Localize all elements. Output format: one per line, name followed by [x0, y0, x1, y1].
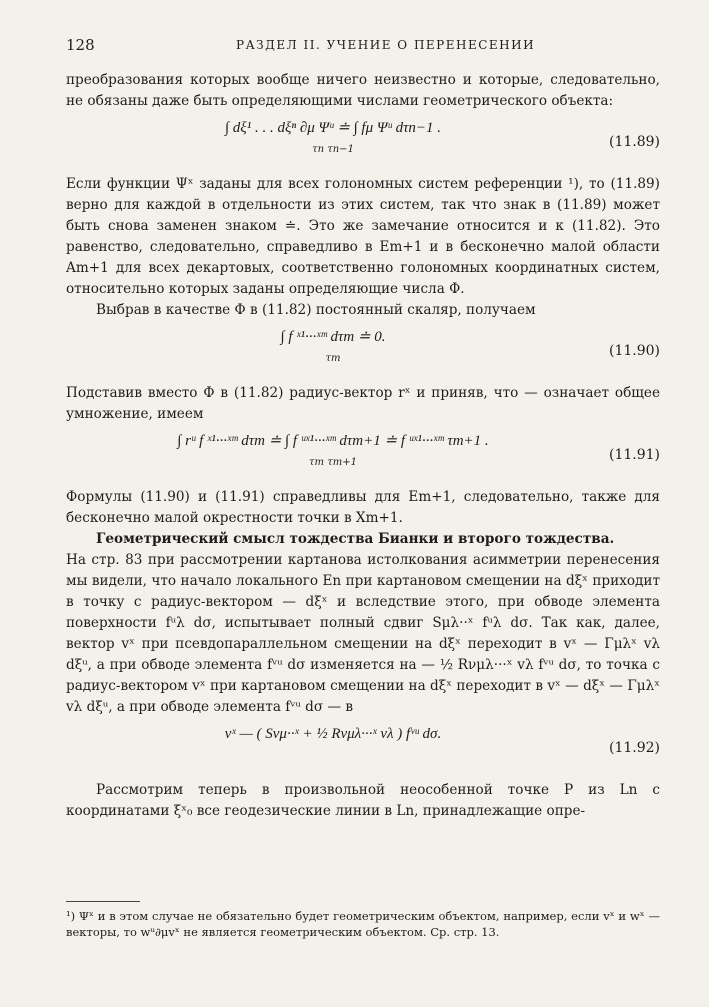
footnote: ¹) Ψˣ и в этом случае не обязательно будет геометрическим объектом, например, если vˣ и wˣ — векторы, то wᵘ∂μvˣ не является геометрическим объектом. Ср. стр. 13.	[66, 909, 660, 939]
page-number: 128	[66, 36, 95, 54]
equation-11-91-formula: ∫ rᵘ f ˣ¹···ˣᵐ dτm ≐ ∫ f ᵘˣ¹···ˣᵐ dτm+1 ≐ f ᵘˣ¹···ˣᵐ τm+1 .	[177, 433, 489, 449]
running-header	[66, 36, 660, 56]
equation-11-92-number: (11.92)	[608, 740, 660, 756]
equation-11-92-formula: vˣ — ( Sνμ··ˣ + ½ Rνμλ···ˣ vλ ) fᵛᵘ dσ.	[224, 726, 442, 742]
paragraph-4: Подставив вместо Φ в (11.82) радиус-вектор rˣ и приняв, что — означает общее умножение, имеем	[66, 385, 660, 422]
equation-11-92	[66, 724, 660, 772]
equation-11-89-formula: ∫ dξ¹ . . . dξⁿ ∂μ Ψᵘ ≐ ∫ fμ Ψᵘ dτn−1 .	[224, 120, 442, 136]
paragraph-6: На стр. 83 при рассмотрении картанова истолкования асимметрии перенесения мы видели, что начало локального En при картановом смещении на dξˣ приходит в точку с радиус-вектором — dξˣ и вследствие этого, при обводе элемента поверхности fᵘλ dσ, испытывает полный сдвиг Sμλ··ˣ fᵘλ dσ. Так как, далее, вектор vˣ при псевдопараллельном смещении на dξˣ переходит в vˣ — Γμλˣ vλ dξᵘ, а при обводе элемента fᵛᵘ dσ изменяется на — ½ Rνμλ···ˣ vλ fᵛᵘ dσ, то точка с радиус-вектором vˣ при картановом смещении на dξˣ переходит в vˣ — dξˣ — Γμλˣ vλ dξᵘ, а при обводе элемента fᵛᵘ dσ — в	[66, 552, 660, 715]
section-heading: Геометрический смысл тождества Бианки и второго тождества.	[96, 531, 615, 547]
equation-11-90-number: (11.90)	[608, 343, 660, 359]
page-body	[66, 70, 660, 822]
equation-11-89-number: (11.89)	[608, 134, 660, 150]
paragraph-1: преобразования которых вообще ничего неизвестно и которые, следовательно, не обязаны даже быть определяющими числами геометрического объекта:	[66, 72, 660, 109]
equation-11-91	[66, 431, 660, 479]
paragraph-3: Выбрав в качестве Φ в (11.82) постоянный скаляр, получаем	[96, 302, 536, 318]
equation-11-89-limits: τn τn−1	[312, 144, 354, 155]
footnote-rule	[66, 901, 140, 902]
paragraph-2: Если функции Ψˣ заданы для всех голономных систем референции ¹), то (11.89) верно для каждой в отдельности из этих систем, так что знак в (11.89) может быть снова заменен знаком ≐. Это же замечание относится и к (11.82). Это равенство, следовательно, справедливо в Em+1 и в бесконечно малой области Am+1 для всех декартовых, соответственно голономных координатных систем, относительно которых заданы определяющие числа Φ.	[66, 176, 660, 297]
paragraph-5: Формулы (11.90) и (11.91) справедливы для Em+1, следовательно, также для бесконечно малой окрестности точки в Xm+1.	[66, 489, 660, 526]
running-title: РАЗДЕЛ II. УЧЕНИЕ О ПЕРЕНЕСЕНИИ	[236, 38, 536, 52]
equation-11-90-formula: ∫ f ˣ¹···ˣᵐ dτm ≐ 0.	[280, 329, 386, 345]
equation-11-89	[66, 118, 660, 166]
paragraph-7: Рассмотрим теперь в произвольной неособенной точке P из Ln с координатами ξˣ₀ все геодезические линии в Ln, принадлежащие опре-	[66, 782, 660, 819]
equation-11-91-limits: τm τm+1	[309, 457, 357, 468]
equation-11-90-limits: τm	[325, 353, 341, 364]
equation-11-91-number: (11.91)	[608, 447, 660, 463]
equation-11-90	[66, 327, 660, 375]
